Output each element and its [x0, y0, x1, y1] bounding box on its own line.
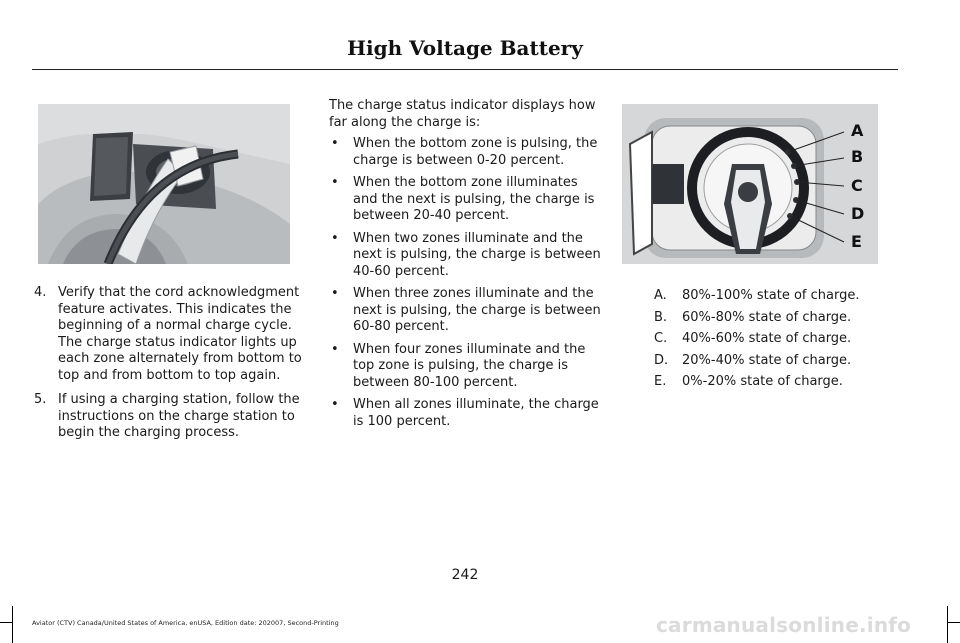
list-item: [32, 285, 307, 384]
step-text: Verify that the cord acknowledgment feature activates. This indicates the beginning of a normal charge cycle. The charge status indicator lights up each zone alternately from bottom to top and from bottom to top again.: [58, 285, 302, 383]
legend-item: [630, 374, 900, 396]
legend-value: 20%-40% state of charge.: [682, 352, 852, 368]
list-item: [32, 392, 307, 442]
crop-mark: [12, 606, 13, 643]
callout-e: E: [851, 232, 862, 251]
list-item: • When the bottom zone is pulsing, the charge is between 0-20 percent.: [329, 136, 604, 169]
legend-item: [630, 353, 900, 375]
legend-key: D.: [654, 352, 669, 368]
legend-item: [630, 288, 900, 310]
callout-d: D: [851, 204, 865, 223]
list-item: • When the bottom zone illuminates and the next is pulsing, the charge is between 20-40 percent.: [329, 175, 604, 225]
figure-legend: [630, 288, 900, 396]
step-number: 4.: [34, 285, 47, 300]
list-item: • When all zones illuminate, the charge is 100 percent.: [329, 397, 604, 430]
legend-value: 40%-60% state of charge.: [682, 331, 852, 346]
crop-mark: [947, 606, 948, 643]
title-rule: [32, 69, 898, 70]
list-item: • When three zones illuminate and the next is pulsing, the charge is between 60-80 percent.: [329, 286, 604, 336]
watermark: carmanualsonline.info: [656, 613, 912, 637]
page-number: 242: [451, 567, 479, 583]
callout-b: B: [851, 147, 864, 166]
list-item: • When four zones illuminate and the top zone is pulsing, the charge is between 80-100 percent.: [329, 342, 604, 392]
callout-c: C: [851, 176, 863, 195]
charge-status-indicator-illustration: [622, 104, 878, 264]
legend-value: 80%-100% state of charge.: [682, 288, 860, 303]
page-title: High Voltage Battery: [347, 36, 583, 60]
legend-key: A.: [654, 288, 667, 303]
legend-item: [630, 310, 900, 332]
legend-item: [630, 331, 900, 353]
instruction-steps: [32, 285, 307, 450]
legend-value: 60%-80% state of charge.: [682, 309, 852, 325]
legend-key: C.: [654, 331, 668, 346]
charge-status-bullets: [329, 136, 604, 436]
edition-footer: Aviator (CTV) Canada/United States of America, enUSA, Edition date: 202007, Second-Printing: [32, 619, 339, 627]
crop-mark: [0, 622, 12, 623]
list-item: • When two zones illuminate and the next is pulsing, the charge is between 40-60 percent.: [329, 231, 604, 281]
intro-paragraph: The charge status indicator displays how far along the charge is:: [329, 98, 596, 130]
callout-a: A: [851, 121, 864, 140]
step-number: 5.: [34, 392, 47, 407]
crop-mark: [947, 622, 960, 623]
step-text: If using a charging station, follow the instructions on the charge station to begin the charging process.: [58, 392, 300, 440]
charging-plug-illustration: [38, 104, 290, 264]
legend-key: E.: [654, 374, 667, 389]
legend-value: 0%-20% state of charge.: [682, 374, 843, 389]
legend-key: B.: [654, 309, 668, 325]
